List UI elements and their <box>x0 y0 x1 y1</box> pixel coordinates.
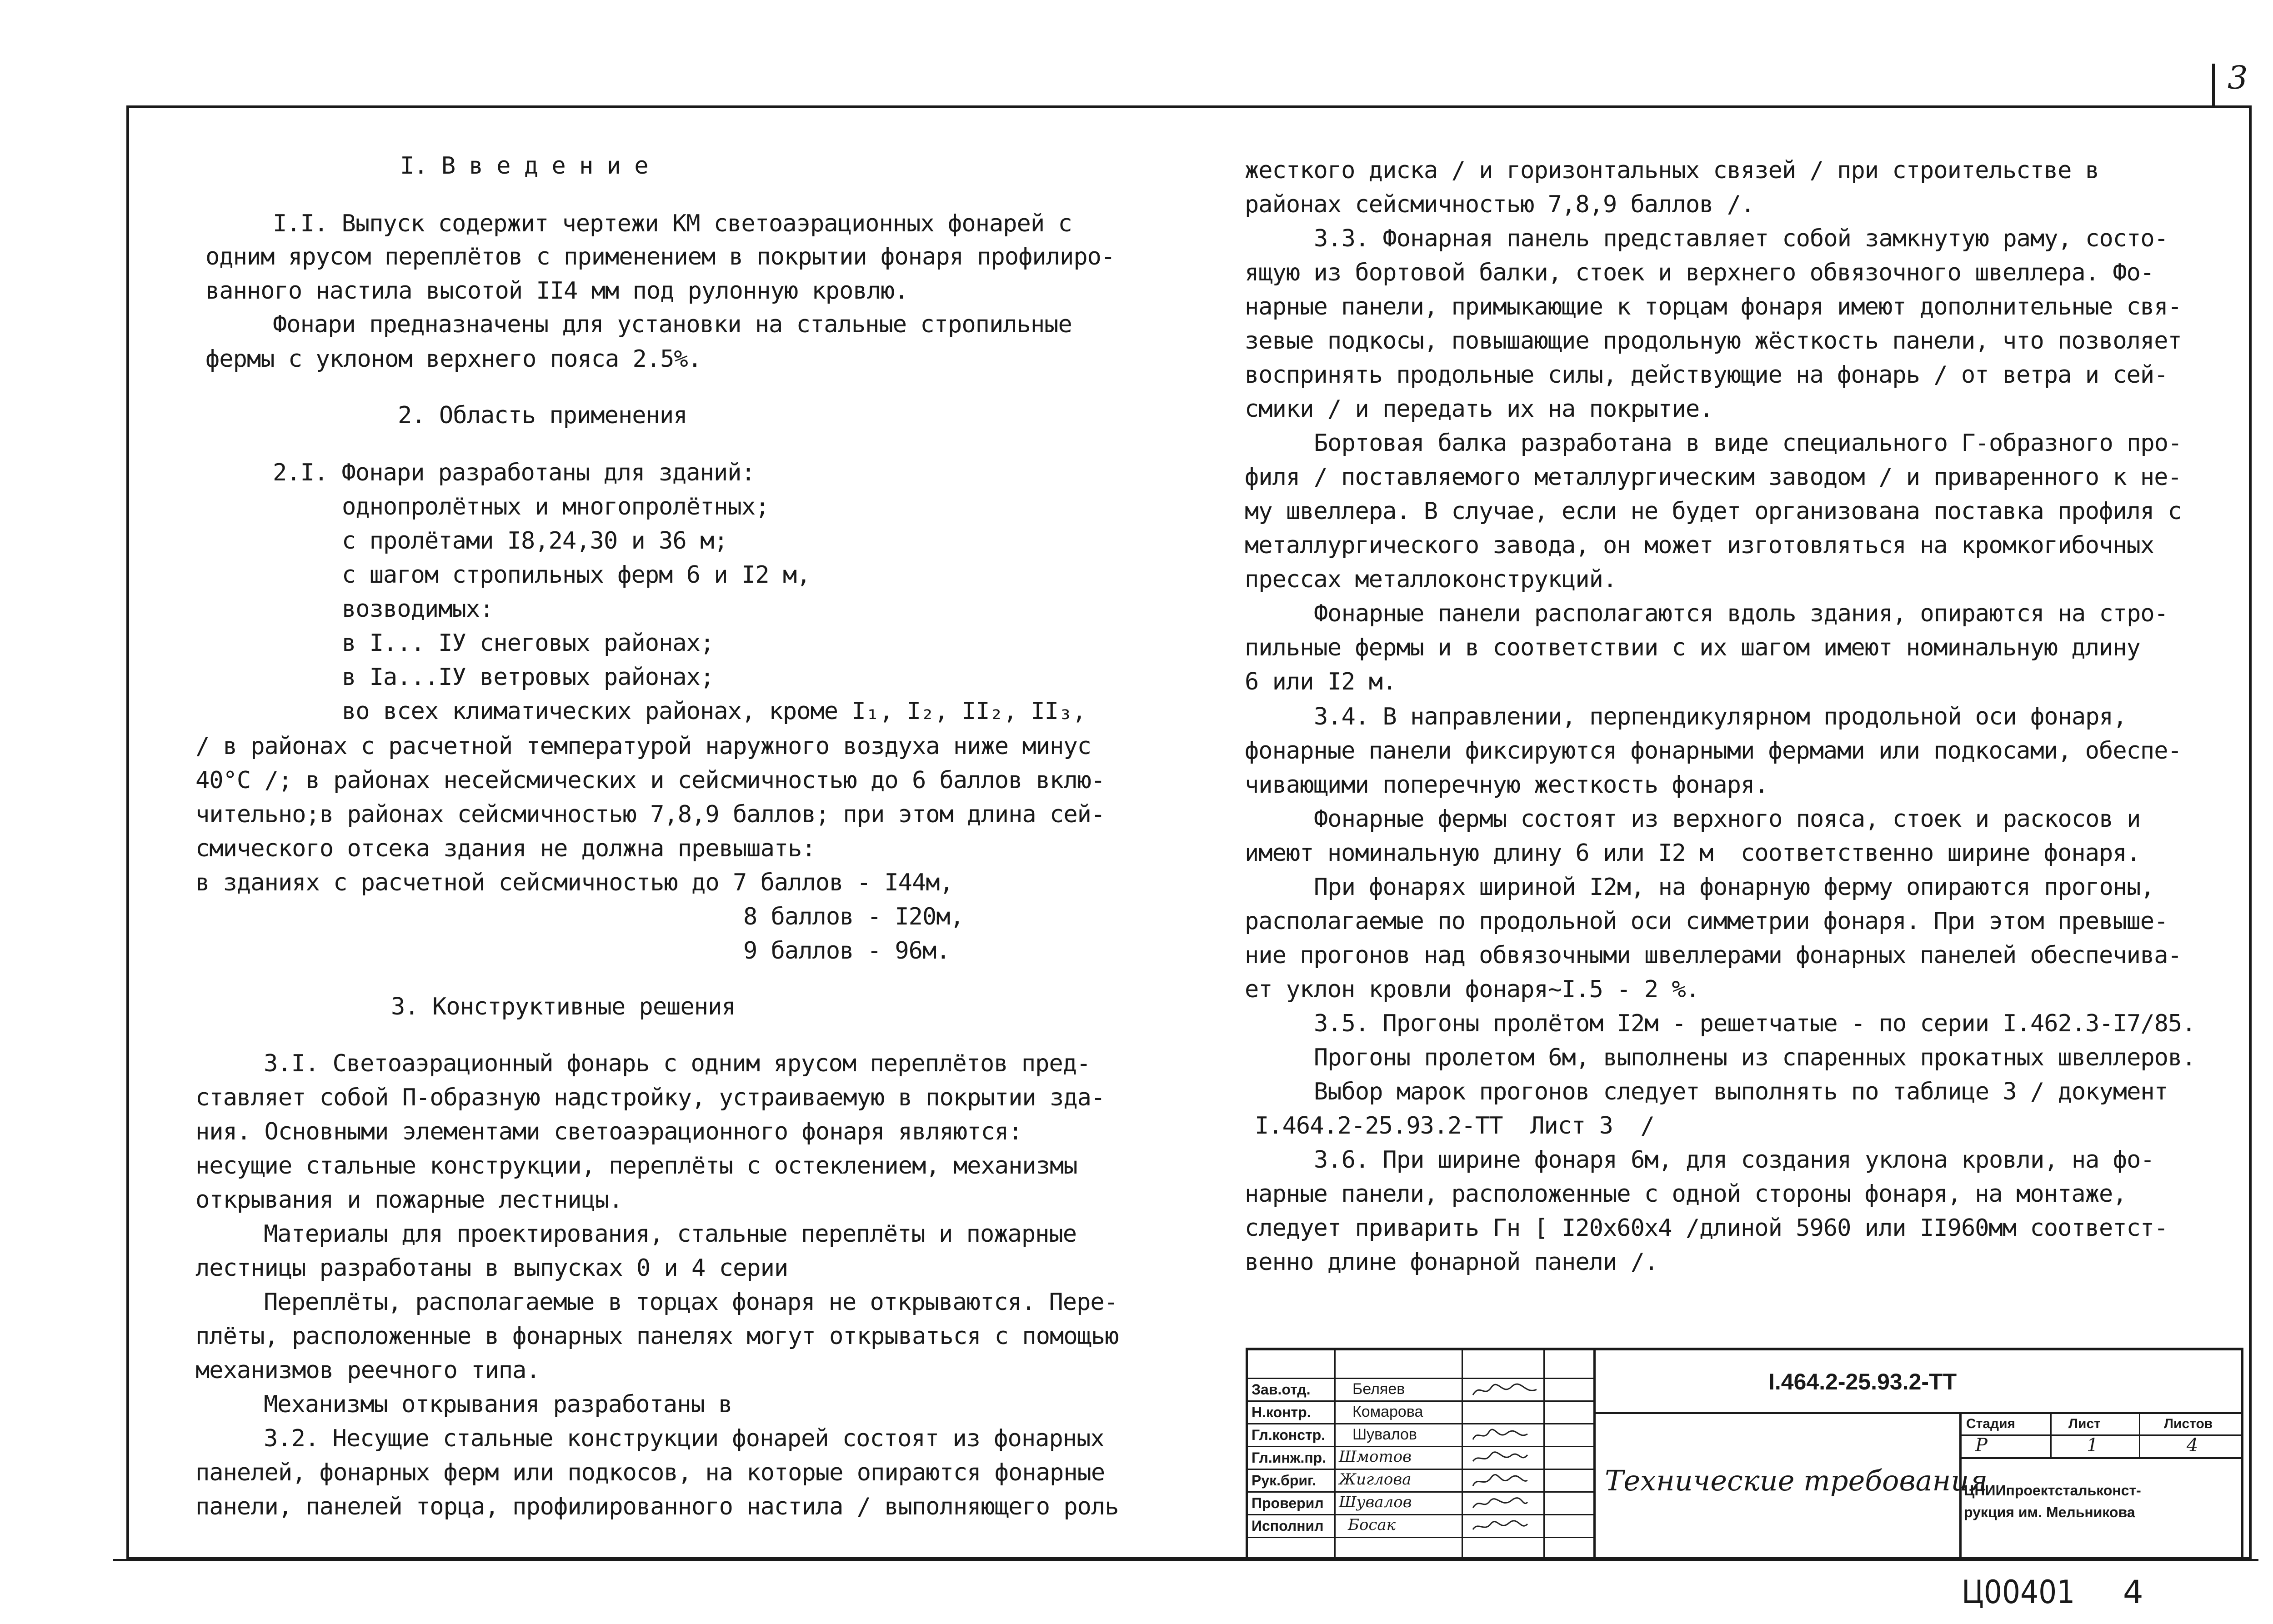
text-line: возводимых: <box>342 595 494 623</box>
heading-scope: 2. Область применения <box>398 402 687 429</box>
text-line: с шагом стропильных ферм 6 и I2 м, <box>342 561 811 589</box>
signature-mark <box>1471 1496 1530 1512</box>
bottom-rule <box>113 1559 2258 1561</box>
stage-row-line <box>1959 1457 2241 1459</box>
text-line: 3.2. Несущие стальные конструкции фонарей состоят из фонарных <box>264 1425 1104 1452</box>
document-title: Технические требования <box>1605 1464 1988 1497</box>
sheet-header: Лист <box>2068 1416 2101 1431</box>
text-line: ние прогонов над обвязочными швеллерами фонарных панелей обеспечива- <box>1245 942 2182 969</box>
document-code: I.464.2-25.93.2-ТТ <box>1768 1369 1957 1394</box>
title-block-main <box>1596 1348 2243 1557</box>
text-line: жесткого диска / и горизонтальных связей / при строительстве в <box>1245 157 2099 184</box>
title-vertical-divider <box>1959 1412 1962 1559</box>
title-divider <box>1596 1412 2241 1414</box>
text-line: При фонарях шириной I2м, на фонарную ферму опираются прогоны, <box>1314 874 2154 901</box>
signature-mark <box>1471 1473 1530 1489</box>
signature-mark <box>1471 1519 1530 1535</box>
role-label: Зав.отд. <box>1252 1381 1311 1398</box>
stage-col-line <box>2050 1412 2052 1457</box>
sheets-value: 4 <box>2187 1435 2198 1456</box>
text-line: фермы с уклоном верхнего пояса 2.5%. <box>205 345 702 373</box>
organization-line: рукция им. Мельникова <box>1964 1504 2135 1520</box>
text-line: пильные фермы и в соответствии с их шагом имеют номинальную длину <box>1245 634 2140 661</box>
text-line: Бортовая балка разработана в виде специального Г-образного про- <box>1314 430 2182 457</box>
text-line: несущие стальные конструкции, переплёты с остеклением, механизмы <box>195 1152 1077 1179</box>
text-line: фонарные панели фиксируются фонарными фермами или подкосами, обеспе- <box>1245 737 2182 765</box>
text-line: I.I. Выпуск содержит чертежи КМ светоаэрационных фонарей с <box>273 210 1072 237</box>
signature-mark <box>1471 1450 1530 1467</box>
role-label: Н.контр. <box>1252 1404 1311 1420</box>
role-label: Проверил <box>1252 1495 1324 1511</box>
signature-mark <box>1471 1428 1530 1444</box>
grid-col-line <box>1543 1350 1545 1559</box>
text-line: 9 баллов - 96м. <box>743 937 950 964</box>
text-line: с пролётами I8,24,30 и 36 м; <box>342 527 728 555</box>
text-line: смики / и передать их на покрытие. <box>1245 395 1713 423</box>
role-label: Гл.инж.пр. <box>1252 1449 1327 1466</box>
text-line: металлургического завода, он может изготовляться на кромкогибочных <box>1245 532 2154 559</box>
corner-divider <box>2212 64 2215 107</box>
text-line: панелей, фонарных ферм или подкосов, на которые опираются фонарные <box>195 1459 1105 1486</box>
text-line: смического отсека здания не должна превышать: <box>195 835 816 862</box>
text-line: ет уклон кровли фонаря~I.5 - 2 %. <box>1245 976 1700 1003</box>
text-line: в зданиях с расчетной сейсмичностью до 7 баллов - I44м, <box>195 869 953 896</box>
text-line: Фонарные панели располагаются вдоль здания, опираются на стро- <box>1314 600 2168 627</box>
text-line: Материалы для проектирования, стальные переплёты и пожарные <box>264 1220 1077 1248</box>
text-line: филя / поставляемого металлургическим заводом / и приваренного к не- <box>1245 464 2182 491</box>
text-line: имеют номинальную длину 6 или I2 м соответственно ширине фонаря. <box>1245 839 2140 867</box>
person-name: Шувалов <box>1339 1493 1412 1511</box>
text-line: ящую из бортовой балки, стоек и верхнего обвязочного швеллера. Фо- <box>1245 259 2154 286</box>
grid-col-line <box>1462 1350 1463 1559</box>
text-line: му швеллера. В случае, если не будет организована поставка профиля с <box>1245 498 2182 525</box>
text-line: однопролётных и многопролётных; <box>342 493 769 520</box>
text-line: нарные панели, примыкающие к торцам фонаря имеют дополнительные свя- <box>1245 293 2182 320</box>
text-line: воспринять продольные силы, действующие на фонарь / от ветра и сей- <box>1245 361 2168 389</box>
text-line: панели, панелей торца, профилированного настила / выполняющего роль <box>195 1493 1119 1520</box>
text-line: ставляет собой П-образную надстройку, устраиваемую в покрытии зда- <box>195 1084 1105 1111</box>
text-line: прессах металлоконструкций. <box>1245 566 1617 593</box>
text-line: 8 баллов - I20м, <box>743 903 964 930</box>
heading-design-solutions: 3. Конструктивные решения <box>391 993 736 1020</box>
text-line: лестницы разработаны в выпусках 0 и 4 серии <box>195 1254 788 1282</box>
text-line: механизмов реечного типа. <box>195 1357 540 1384</box>
sheet-value: 1 <box>2087 1435 2098 1456</box>
text-line: Фонарные фермы состоят из верхного пояса, стоек и раскосов и <box>1314 805 2141 833</box>
text-line: венно длине фонарной панели /. <box>1245 1249 1658 1276</box>
signature-grid <box>1246 1348 1596 1557</box>
text-line: одним ярусом переплётов с применением в покрытии фонаря профилиро- <box>205 243 1115 270</box>
text-line: чивающими поперечную жесткость фонаря. <box>1245 771 1768 799</box>
archive-sheet-number: 4 <box>2123 1574 2143 1611</box>
text-line: Фонари предназначены для установки на стальные стропильные <box>273 311 1072 338</box>
text-line: зевые подкосы, повышающие продольную жёсткость панели, что позволяет <box>1245 327 2182 355</box>
text-line: чительно;в районах сейсмичностью 7,8,9 баллов; при этом длина сей- <box>195 801 1105 828</box>
text-line: Переплёты, располагаемые в торцах фонаря не открываются. Пере- <box>264 1289 1118 1316</box>
text-line: 40°С /; в районах несейсмических и сейсмичностью до 6 баллов вклю- <box>195 767 1105 794</box>
archive-code: Ц00401 <box>1962 1574 2075 1611</box>
person-name: Беляев <box>1352 1380 1405 1398</box>
role-label: Гл.констр. <box>1252 1427 1326 1443</box>
signature-mark <box>1471 1382 1539 1399</box>
person-name: Комарова <box>1352 1403 1423 1420</box>
text-line: 3.I. Светоаэрационный фонарь с одним ярусом переплётов пред- <box>264 1050 1091 1077</box>
role-label: Рук.бриг. <box>1252 1472 1317 1489</box>
text-line: следует приварить Гн [ I20х60х4 /длиной 5960 или II960мм соответст- <box>1245 1214 2168 1242</box>
text-line: Механизмы открывания разработаны в <box>264 1391 732 1418</box>
organization-line: ЦНИИпроектстальконст- <box>1964 1482 2141 1499</box>
text-line: располагаемые по продольной оси симметрии фонаря. При этом превыше- <box>1245 908 2168 935</box>
text-line: Выбор марок прогонов следует выполнять по таблице 3 / документ <box>1314 1078 2168 1105</box>
stage-col-line <box>2139 1412 2140 1457</box>
stage-header: Стадия <box>1966 1416 2016 1431</box>
heading-introduction: I. В в е д е н и е <box>400 152 648 180</box>
text-line: в Iа...IУ ветровых районах; <box>342 664 714 691</box>
stage-value: Р <box>1975 1435 1988 1456</box>
text-line: ния. Основными элементами светоаэрационного фонаря являются: <box>195 1118 1022 1145</box>
text-line: Прогоны пролетом 6м, выполнены из спаренных прокатных швеллеров. <box>1314 1044 2196 1071</box>
text-line: 3.4. В направлении, перпендикулярном продольной оси фонаря, <box>1314 703 2127 730</box>
text-line: 3.3. Фонарная панель представляет собой замкнутую раму, состо- <box>1314 225 2168 252</box>
title-block <box>1246 1348 2243 1557</box>
sheets-header: Листов <box>2164 1416 2213 1431</box>
text-line: плёты, расположенные в фонарных панелях могут открываться с помощью <box>195 1323 1119 1350</box>
text-line: I.464.2-25.93.2-ТТ Лист 3 / <box>1255 1112 1654 1139</box>
text-line: во всех климатических районах, кроме I₁, I₂, II₂, II₃, <box>342 698 1086 725</box>
text-line: районах сейсмичностью 7,8,9 баллов /. <box>1245 191 1755 218</box>
person-name: Жиглова <box>1339 1470 1412 1489</box>
person-name: Шмотов <box>1339 1448 1412 1466</box>
text-line: / в районах с расчетной температурой наружного воздуха ниже минус <box>195 733 1091 760</box>
grid-col-line <box>1334 1350 1336 1559</box>
person-name: Босак <box>1348 1516 1396 1534</box>
corner-page-number: 3 <box>2228 59 2248 96</box>
text-line: 2.I. Фонари разработаны для зданий: <box>273 459 755 486</box>
person-name: Шувалов <box>1352 1426 1417 1443</box>
text-line: 3.5. Прогоны пролётом I2м - решетчатые - по серии I.462.3-I7/85. <box>1314 1010 2196 1037</box>
text-line: в I... IУ снеговых районах; <box>342 630 714 657</box>
text-line: нарные панели, расположенные с одной стороны фонаря, на монтаже, <box>1245 1180 2127 1208</box>
stage-row-line <box>1959 1434 2241 1436</box>
text-line: открывания и пожарные лестницы. <box>195 1186 623 1214</box>
text-line: 6 или I2 м. <box>1245 668 1397 695</box>
role-label: Исполнил <box>1252 1518 1324 1534</box>
text-line: 3.6. При ширине фонаря 6м, для создания уклона кровли, на фо- <box>1314 1146 2154 1174</box>
text-line: ванного настила высотой II4 мм под рулонную кровлю. <box>205 277 908 305</box>
